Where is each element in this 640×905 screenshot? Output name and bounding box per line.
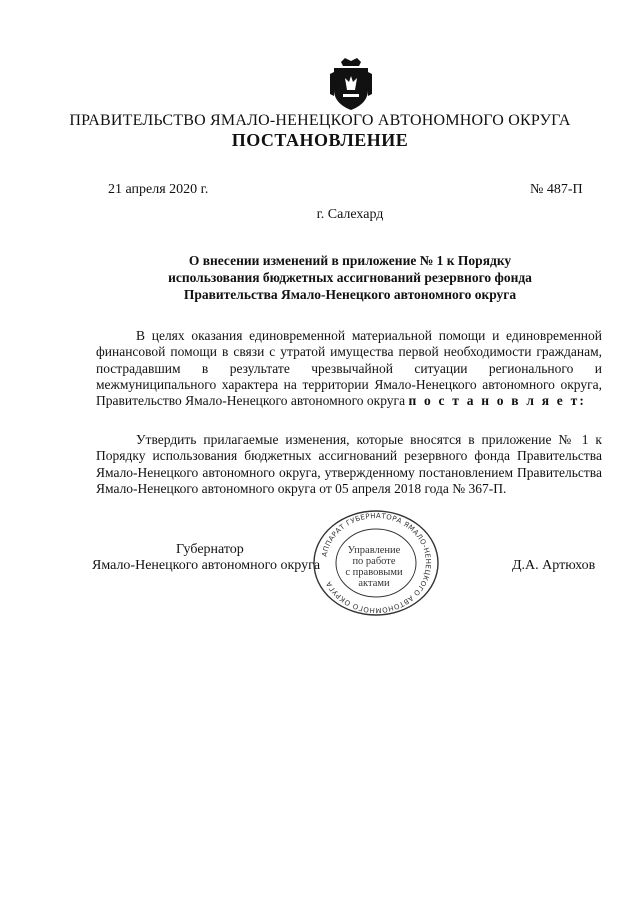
document-date: 21 апреля 2020 г. bbox=[108, 182, 209, 197]
stamp-line: актами bbox=[358, 578, 390, 589]
signatory-region: Ямало-Ненецкого автономного округа bbox=[92, 558, 321, 573]
signatory-title: Губернатор bbox=[176, 542, 244, 557]
document-type: ПОСТАНОВЛЕНИЕ bbox=[231, 130, 409, 150]
government-title: ПРАВИТЕЛЬСТВО ЯМАЛО-НЕНЕЦКОГО АВТОНОМНОГО ОКРУГА bbox=[69, 112, 571, 129]
stamp-line: по работе bbox=[352, 556, 396, 567]
coat-of-arms-emblem bbox=[328, 56, 374, 112]
decree-word: п о с т а н о в л я е т: bbox=[408, 393, 587, 409]
document-city: г. Салехард bbox=[316, 207, 384, 222]
stamp-line: Управление bbox=[347, 545, 401, 556]
stamp-ring-text: АППАРАТ ГУБЕРНАТОРА ЯМАЛО-НЕНЕЦКОГО АВТОНОМНОГО ОКРУГА bbox=[320, 511, 433, 615]
stamp-line: с правовыми bbox=[345, 567, 403, 578]
document-subject bbox=[130, 252, 570, 303]
document-number: № 487-П bbox=[530, 182, 583, 197]
resolution-paragraph: Утвердить прилагаемые изменения, которые вносятся в приложение № 1 к Порядку использования бюджетных ассигнований резервного фонда Правительства Ямало-Ненецкого автономного округа, утвержденному постановлением Правительства Ямало-Ненецкого автономного округа от 05 апреля 2018 года № 367-П. bbox=[96, 432, 602, 496]
subject-line: использования бюджетных ассигнований резервного фонда bbox=[168, 270, 532, 285]
subject-line: О внесении изменений в приложение № 1 к Порядку bbox=[188, 253, 512, 268]
preamble-text: В целях оказания единовременной материальной помощи и единовременной финансовой помощи в связи с утратой имущества первой необходимости гражданам, пострадавшим в результате чрезвычайной ситуации регионального и межмуниципального характера на территории Ямало-Ненецкого автономного округа, Правительство Ямало-Ненецкого автономного округа bbox=[96, 328, 602, 409]
subject-line: Правительства Ямало-Ненецкого автономного округа bbox=[183, 287, 517, 302]
signatory-name: Д.А. Артюхов bbox=[512, 558, 596, 573]
preamble-paragraph bbox=[96, 328, 602, 409]
stamp-center-text bbox=[336, 545, 412, 589]
